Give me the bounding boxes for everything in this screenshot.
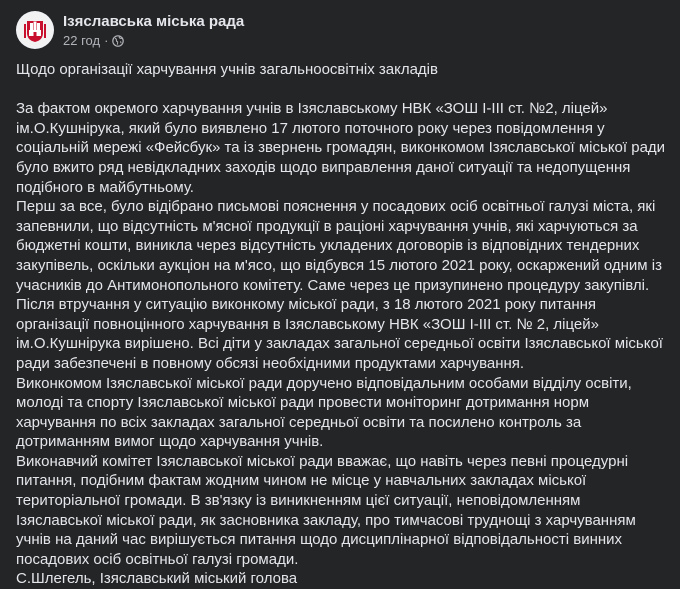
post-paragraph: Виконкомом Ізяславської міської ради доручено відповідальним особами відділу освіти, молоді та спорту Ізяславської міської ради провести моніторинг дотримання норм харчування по всіх закладах загальної середньої освіти та посилено контроль за дотриманням вимог щодо харчування учнів.	[16, 374, 632, 451]
globe-icon[interactable]	[112, 34, 124, 46]
post-meta	[63, 12, 244, 49]
post-signature: С.Шлегель, Ізяславський міський голова	[16, 570, 298, 588]
separator-dot: ·	[104, 32, 109, 48]
city-crest-icon	[18, 13, 52, 47]
post-paragraph: Виконавчий комітет Ізяславської міської ради вважає, що навіть через певні процедурні питання, подібним фактам жодним чином не місце у навчальних закладах міської територіальної громади. В зв'язку із виникненням цієї ситуації, неповідомленням Ізяславської міської ради, як засновника закладу, про тимчасові труднощі з харчуванням учнів на даний час вирішується питання щодо дисциплінарної відповідальності винних посадових осіб освітньої галузі громади.	[16, 452, 636, 568]
post-header	[16, 10, 244, 50]
page-name-link[interactable]: Ізяславська міська рада	[63, 12, 245, 30]
post-title: Щодо організації харчування учнів загальноосвітніх закладів	[16, 61, 438, 78]
post-timestamp[interactable]: 22 год	[63, 32, 101, 48]
post-body	[16, 60, 666, 589]
post-paragraph: За фактом окремого харчування учнів в Ізяславському НВК «ЗОШ І-ІІІ ст. №2, ліцей» ім.О.Кушнірука, який було виявлено 17 лютого поточного року через повідомлення у соціальній мережі «Фейсбук» та із звернень громадян, виконкомом Ізяславської міської ради було вжито ряд невідкладних заходів щодо виправлення даної ситуації та недопущення подібного в майбутньому.	[16, 100, 666, 196]
avatar[interactable]	[16, 11, 54, 49]
post-subline	[63, 32, 244, 49]
post-paragraph: Після втручання у ситуацію виконкому міської ради, з 18 лютого 2021 року питання організації повноцінного харчування в Ізяславському НВК «ЗОШ І-ІІІ ст. № 2, ліцей» ім.О.Кушнірука вирішено. Всі діти у закладах загальної середньої освіти Ізяславської міської ради забезпечені в повному обсязі необхідними продуктами харчування.	[16, 296, 663, 372]
post-paragraph: Перш за все, було відібрано письмові пояснення у посадових осіб освітньої галузі міста, які запевнили, що відсутність м'ясної продукції в раціоні харчування учнів, які харчуються за бюджетні кошти, виникла через відсутність укладених договорів із відповідних тендерних закупівель, оскільки аукціон на м'ясо, що відбувся 15 лютого 2021 року, оскаржений одним із учасників до Антимонопольного комітету. Саме через це призупинено процедуру закупівлі.	[16, 198, 662, 294]
